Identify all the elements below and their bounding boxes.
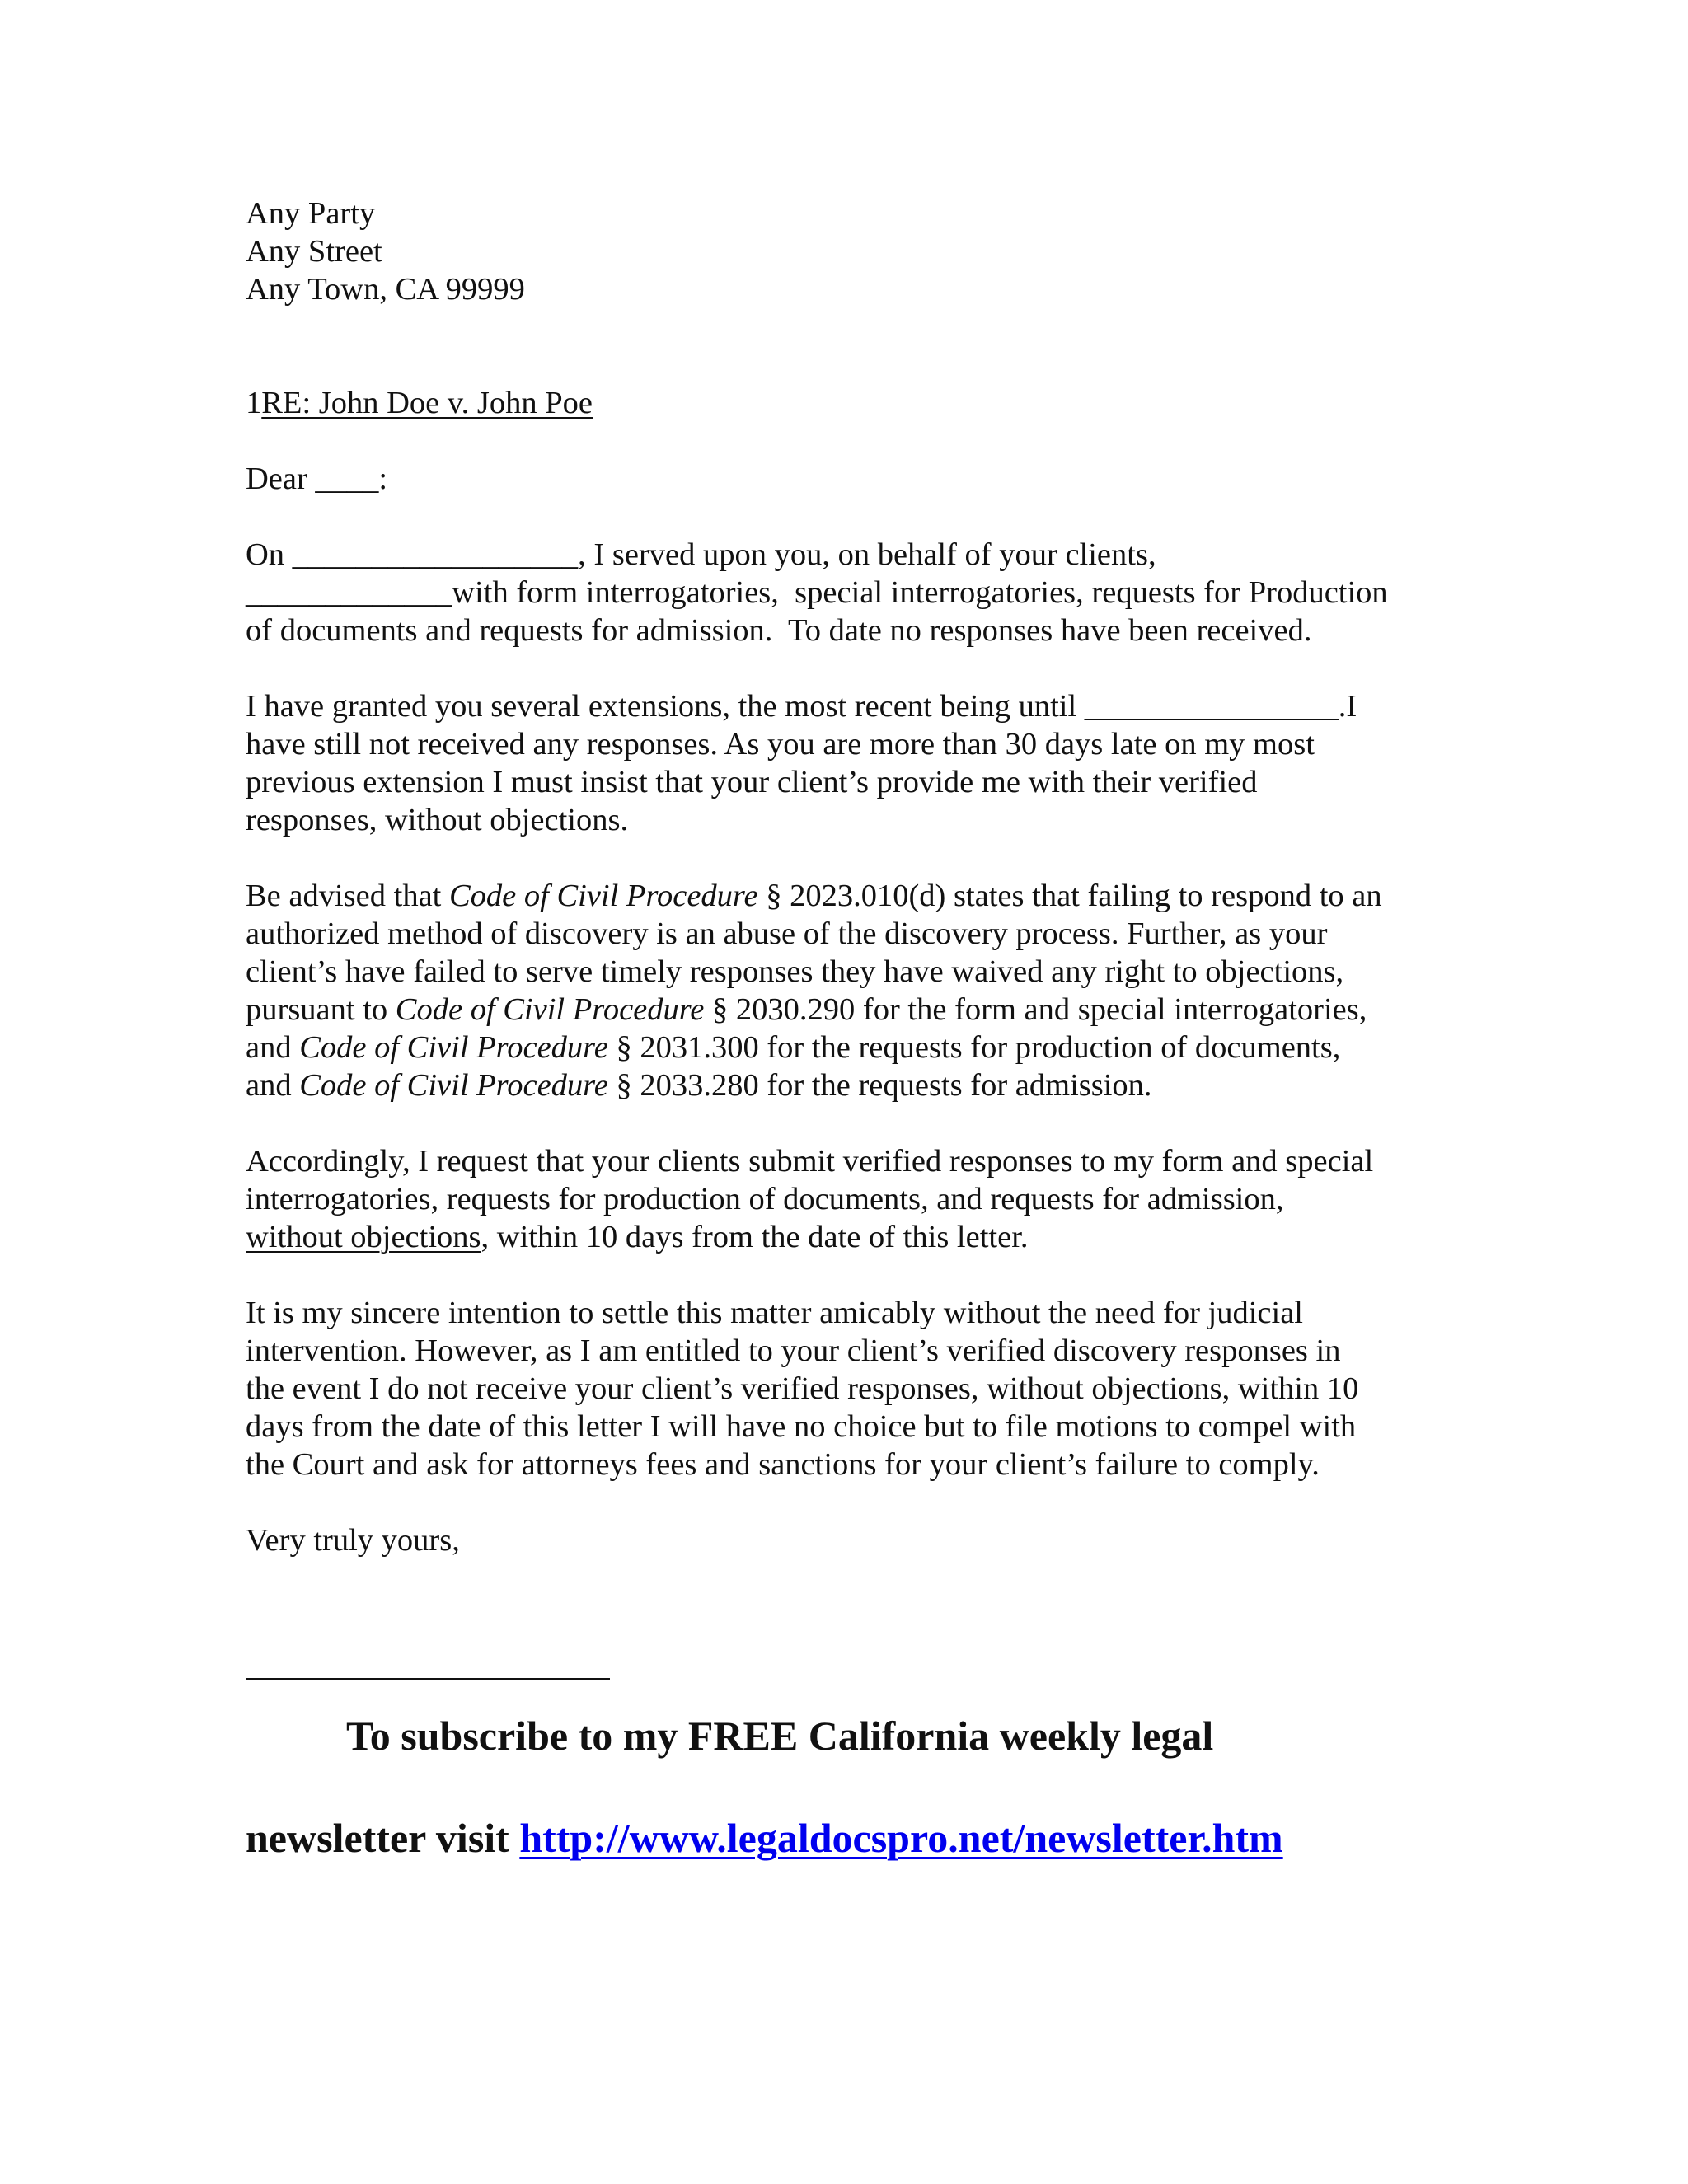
address-line-3: Any Town, CA 99999: [246, 272, 525, 307]
address-block: [246, 194, 1465, 308]
salutation: [246, 460, 1465, 498]
paragraph-line: interrogatories, requests for production of documents, and requests for admission,: [246, 1182, 1284, 1216]
re-subject: RE: John Doe v. John Poe: [261, 386, 593, 420]
salutation-text: Dear ____:: [246, 462, 388, 496]
paragraph-line: have still not received any responses. As you are more than 30 days late on my most: [246, 727, 1315, 762]
closing-text: Very truly yours,: [246, 1523, 460, 1558]
signature-line: [246, 1678, 610, 1680]
text-run: and: [246, 1068, 300, 1103]
re-prefix: 1: [246, 386, 262, 420]
text-run: pursuant to: [246, 992, 396, 1027]
newsletter-promo-prefix: newsletter visit: [246, 1815, 520, 1861]
paragraph-service: [246, 536, 1465, 649]
text-run: § 2030.290 for the form and special interrogatories,: [704, 992, 1367, 1027]
code-name: Code of Civil Procedure: [299, 1030, 608, 1065]
letter-body: [246, 194, 1465, 1559]
newsletter-promo-line-1: To subscribe to my FREE California weekly legal: [346, 1713, 1214, 1759]
code-name: Code of Civil Procedure: [395, 992, 705, 1027]
paragraph-line: _____________with form interrogatories, special interrogatories, requests for Production: [246, 575, 1388, 610]
paragraph-line: On __________________, I served upon you, on behalf of your clients,: [246, 537, 1156, 572]
closing: [246, 1521, 1465, 1559]
paragraph-intention: [246, 1294, 1465, 1483]
paragraph-line: days from the date of this letter I will have no choice but to file motions to compel with: [246, 1409, 1357, 1444]
paragraph-line: client’s have failed to serve timely responses they have waived any right to objections,: [246, 954, 1344, 989]
paragraph-line: previous extension I must insist that your client’s provide me with their verified: [246, 765, 1258, 799]
text-run: § 2023.010(d) states that failing to respond to an: [757, 879, 1382, 913]
paragraph-line: I have granted you several extensions, the most recent being until ________________.I: [246, 689, 1357, 724]
text-run: and: [246, 1030, 300, 1065]
paragraph-line: Accordingly, I request that your clients submit verified responses to my form and special: [246, 1144, 1374, 1179]
address-line-2: Any Street: [246, 234, 382, 269]
paragraph-extensions: [246, 687, 1465, 839]
re-line: [246, 384, 1465, 422]
paragraph-line: authorized method of discovery is an abuse of the discovery process. Further, as your: [246, 916, 1328, 951]
text-run: § 2031.300 for the requests for production of documents,: [607, 1030, 1341, 1065]
text-run: , within 10 days from the date of this letter.: [481, 1220, 1029, 1254]
paragraph-code-citations: [246, 877, 1465, 1104]
text-run: § 2033.280 for the requests for admission.: [607, 1068, 1152, 1103]
paragraph-line: the event I do not receive your client’s verified responses, without objections, within 10: [246, 1371, 1359, 1406]
newsletter-link[interactable]: http://www.legaldocspro.net/newsletter.htm: [519, 1815, 1283, 1861]
paragraph-line: of documents and requests for admission. To date no responses have been received.: [246, 613, 1312, 648]
text-run: Be advised that: [246, 879, 449, 913]
newsletter-promo-line-2: [246, 1813, 1465, 1863]
paragraph-line: intervention. However, as I am entitled to your client’s verified discovery responses in: [246, 1333, 1341, 1368]
paragraph-line: responses, without objections.: [246, 803, 629, 837]
paragraph-line: the Court and ask for attorneys fees and sanctions for your client’s failure to comply.: [246, 1447, 1320, 1482]
code-name: Code of Civil Procedure: [299, 1068, 608, 1103]
address-line-1: Any Party: [246, 196, 376, 231]
paragraph-line: It is my sincere intention to settle this matter amicably without the need for judicial: [246, 1296, 1304, 1330]
paragraph-request: [246, 1142, 1465, 1256]
code-name: Code of Civil Procedure: [448, 879, 758, 913]
emphasis-without-objections: without objections: [246, 1220, 481, 1254]
